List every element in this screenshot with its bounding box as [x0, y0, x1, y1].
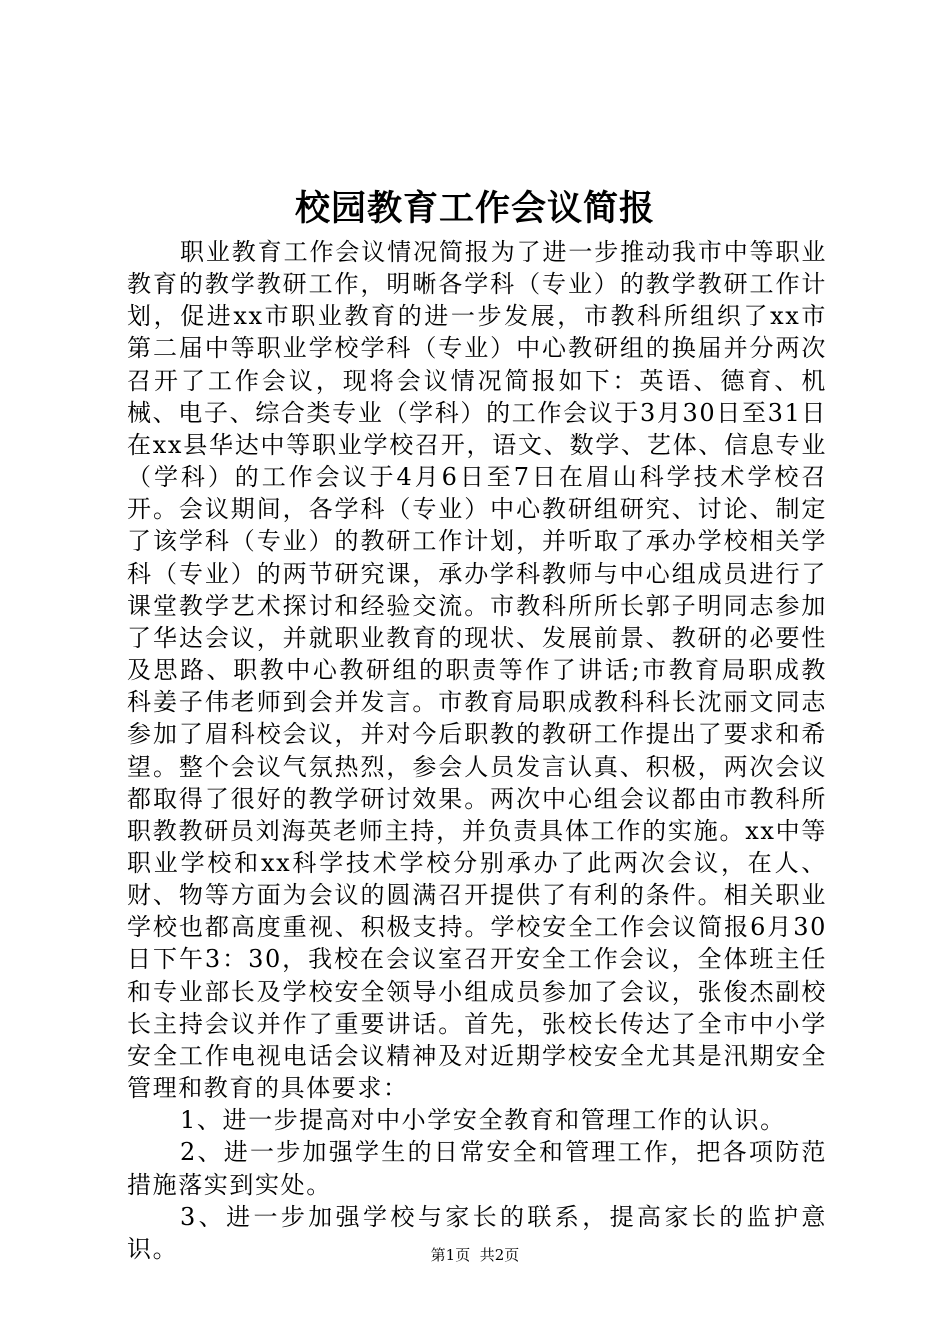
page-footer [0, 1245, 950, 1265]
page-number: 第1页 [430, 1246, 471, 1264]
document-title: 校园教育工作会议简报 [294, 188, 655, 229]
body-paragraph: 职业教育工作会议情况简报为了进一步推动我市中等职业教育的教学教研工作，明晰各学科（专业）的教学教研工作计划，促进xx市职业教育的进一步发展，市教科所组织了xx市第二届中等职业学校学科（专业）中心教研组的换届并分两次召开了工作会议，现将会议情况简报如下：英语、德育、机械、电子、综合类专业（学科）的工作会议于3月30日至31日在xx县华达中等职业学校召开，语文、数学、艺体、信息专业（学科）的工作会议于4月6日至7日在眉山科学技术学校召开。会议期间，各学科（专业）中心教研组研究、讨论、制定了该学科（专业）的教研工作计划，并听取了承办学校相关学科（专业）的两节研究课，承办学科教师与中心组成员进行了课堂教学艺术探讨和经验交流。市教科所所长郭子明同志参加了华达会议，并就职业教育的现状、发展前景、教研的必要性及思路、职教中心教研组的职责等作了讲话;市教育局职成教科姜子伟老师到会并发言。市教育局职成教科科长沈丽文同志参加了眉科校会议，并对今后职教的教研工作提出了要求和希望。整个会议气氛热烈，参会人员发言认真、积极，两次会议都取得了很好的教学研讨效果。两次中心组会议都由市教科所职教教研员刘海英老师主持，并负责具体工作的实施。xx中等职业学校和xx科学技术学校分别承办了此两次会议，在人、财、物等方面为会议的圆满召开提供了有利的条件。相关职业学校也都高度重视、积极支持。学校安全工作会议简报6月30日下午3：30，我校在会议室召开安全工作会议，全体班主任和专业部长及学校安全领导小组成员参加了会议，张俊杰副校长主持会议并作了重要讲话。首先，张校长传达了全市中小学安全工作电视电话会议精神及对近期学校安全尤其是汛期安全管理和教育的具体要求： [127, 238, 827, 1103]
list-item-2: 2、进一步加强学生的日常安全和管理工作，把各项防范措施落实到实处。 [127, 1138, 827, 1199]
page-total: 共2页 [479, 1246, 520, 1264]
list-item-1: 1、进一步提高对中小学安全教育和管理工作的认识。 [180, 1106, 786, 1135]
document-body [127, 236, 827, 1265]
list-item-3: 3、进一步加强学校与家长的联系，提高家长的监护意识。 [127, 1202, 827, 1263]
